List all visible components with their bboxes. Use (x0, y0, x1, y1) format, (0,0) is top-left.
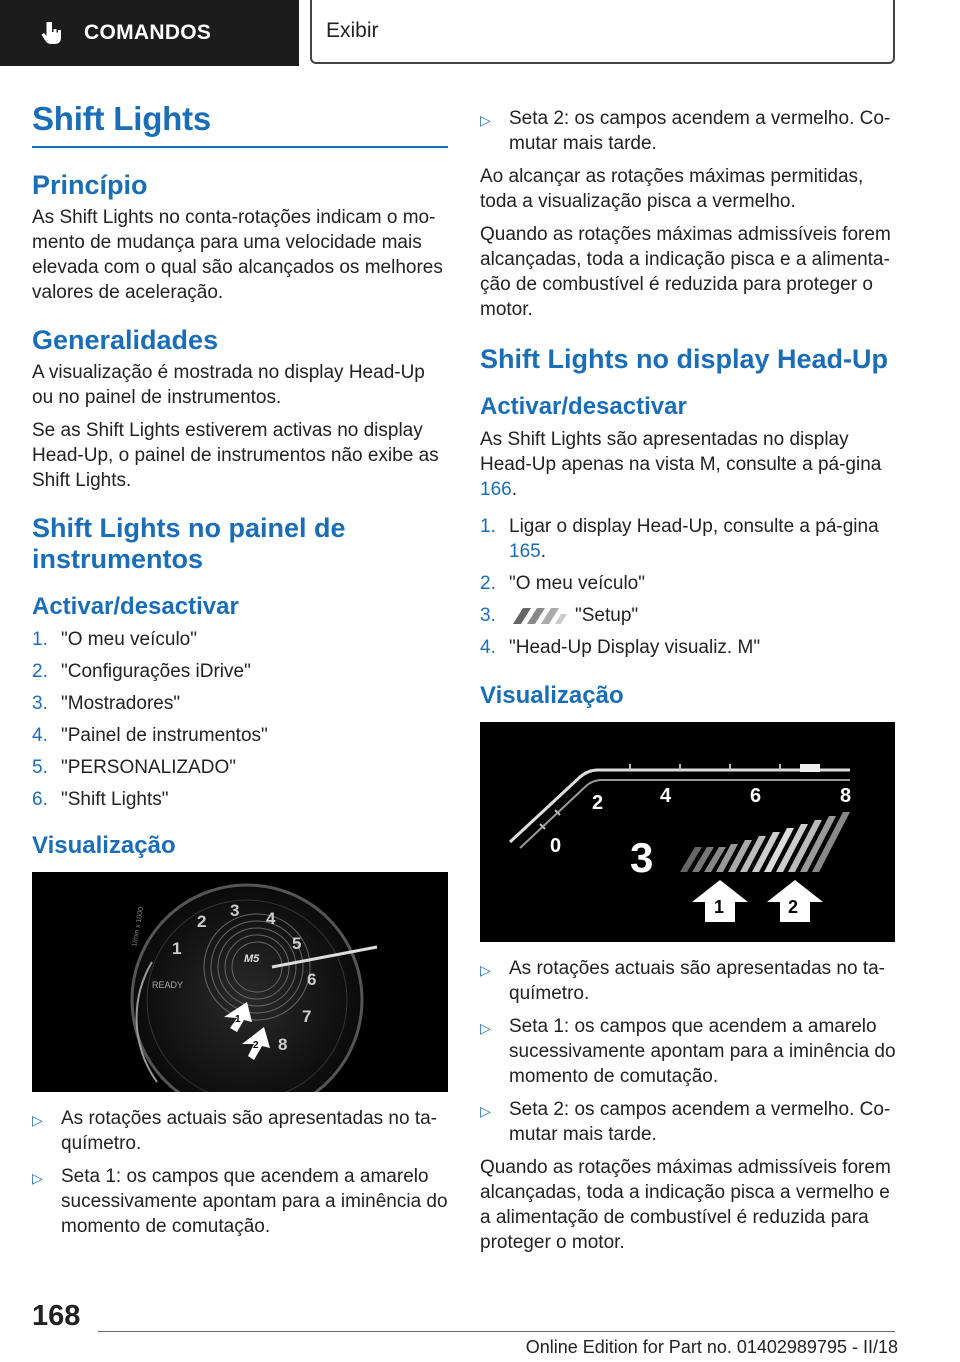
gauge-label: 3 (230, 901, 240, 920)
svg-text:1: 1 (714, 897, 725, 917)
triangle-bullet-icon: ▷ (480, 962, 491, 978)
principle-heading: Princípio (32, 170, 148, 200)
triangle-bullet-icon: ▷ (480, 112, 491, 128)
subsection-tab-view[interactable] (310, 0, 895, 64)
page-link-166[interactable]: 166 (480, 479, 512, 500)
gauge-unit-label: 1/min x 1000 (131, 906, 146, 948)
section-tab-commands[interactable] (0, 0, 299, 66)
list-item: ▷ As rotações actuais são apresentadas no ta-químetro. (480, 958, 886, 1004)
gauge-label: 8 (278, 1035, 288, 1054)
hud-graphic (480, 722, 895, 942)
list-item: 4. "Painel de instrumentos" (32, 725, 268, 746)
page-link-165[interactable]: 165 (509, 541, 541, 562)
closing-text: Quando as rotações máximas admissíveis forem alcançadas, toda a indicação pisca a vermelho e a alimentação de combustível é reduzida para proteger o motor. (480, 1157, 891, 1253)
m-badge: M5 (244, 953, 260, 965)
menu-steps-left (32, 627, 448, 812)
svg-text:2: 2 (253, 1040, 259, 1051)
list-item: ▷ Seta 1: os campos que acendem a amarelo sucessivamente apontam para a iminência do momento de comutação. (480, 1016, 896, 1087)
list-item: 3. "Setup" (480, 605, 639, 626)
footer-divider (98, 1331, 895, 1332)
list-item: 5. "PERSONALIZADO" (32, 757, 237, 778)
svg-text:2: 2 (788, 897, 799, 917)
general-text-2: Se as Shift Lights estiverem activas no display Head-Up, o painel de instrumentos não exibe as Shift Lights. (32, 420, 439, 491)
tachometer-graphic (32, 872, 448, 1092)
menu-steps-right (480, 514, 896, 660)
fuel-cut-text: Quando as rotações máximas admissíveis forem alcançadas, toda a indicação pisca e a alimenta-ção de combustível é reduzida para proteger o motor. (480, 224, 891, 320)
principle-text: As Shift Lights no conta-rotações indicam o mo-mento de mudança para uma velocidade mais elevada com o qual são alcançados os melhores valores de aceleração. (32, 207, 443, 303)
gauge-label: 4 (266, 909, 276, 928)
right-column (480, 100, 896, 1263)
list-item: 2. "Configurações iDrive" (32, 661, 251, 682)
page-number: 168 (32, 1300, 81, 1332)
section-tab-label: COMANDOS (84, 21, 212, 44)
hand-pointer-icon (38, 19, 66, 47)
triangle-bullet-icon: ▷ (32, 1170, 43, 1186)
list-item: ▷ As rotações actuais são apresentadas no ta-químetro. (32, 1108, 438, 1154)
hud-scale-label: 0 (550, 835, 562, 857)
display-heading-right: Visualização (480, 682, 624, 709)
general-heading: Generalidades (32, 325, 219, 355)
hud-gear-indicator: 3 (630, 834, 654, 881)
gauge-ready-label: READY (152, 980, 184, 990)
subsection-tab-label: Exibir (326, 19, 379, 42)
list-item: 2. "O meu veículo" (480, 573, 645, 594)
panel-heading: Shift Lights no painel de instrumentos (32, 513, 346, 574)
svg-text:1: 1 (235, 1014, 241, 1025)
list-item: 6. "Shift Lights" (32, 789, 169, 810)
activate-heading-right: Activar/desactivar (480, 393, 687, 420)
triangle-bullet-icon: ▷ (480, 1020, 491, 1036)
list-item: 1. "O meu veículo" (32, 629, 197, 650)
triangle-bullet-icon: ▷ (480, 1103, 491, 1119)
gauge-label: 1 (172, 939, 182, 958)
general-text-1: A visualização é mostrada no display Head-Up ou no painel de instrumentos. (32, 362, 425, 408)
hud-scale-label: 6 (750, 785, 762, 807)
gauge-label: 6 (307, 970, 317, 989)
page-title: Shift Lights (32, 100, 448, 148)
list-item: ▷ Seta 2: os campos acendem a vermelho. Co-mutar mais tarde. (480, 1099, 891, 1145)
m-stripes-icon (509, 608, 567, 624)
list-item: 1. Ligar o display Head-Up, consulte a pá-gina 165. (480, 516, 879, 562)
max-revs-text: Ao alcançar as rotações máximas permitidas, toda a visualização pisca a vermelho. (480, 166, 864, 212)
triangle-bullet-icon: ▷ (32, 1112, 43, 1128)
gauge-label: 2 (197, 912, 207, 931)
activate-heading-left: Activar/desactivar (32, 593, 239, 620)
bullet-list-left (32, 1106, 448, 1239)
hud-scale-label: 2 (592, 792, 604, 814)
hud-scale-label: 4 (660, 785, 672, 807)
bullet-list-top (480, 106, 896, 156)
bullet-list-right (480, 956, 896, 1147)
shift-light-stripes (680, 812, 850, 872)
gauge-label: 7 (302, 1007, 312, 1026)
list-item: ▷ Seta 2: os campos acendem a vermelho. Co-mutar mais tarde. (480, 108, 891, 154)
hud-scale-label: 8 (840, 785, 852, 807)
top-navigation (0, 0, 960, 66)
activate-text: As Shift Lights são apresentadas no display Head-Up apenas na vista M, consulte a pá-gina 166. (480, 429, 882, 500)
edition-text: Online Edition for Part no. 01402989795 - II/18 (525, 1337, 898, 1357)
hud-heading: Shift Lights no display Head-Up (480, 344, 889, 374)
list-item: ▷ Seta 1: os campos que acendem a amarelo sucessivamente apontam para a iminência do momento de comutação. (32, 1166, 448, 1237)
tachometer-illustration (32, 872, 448, 1092)
list-item: 3. "Mostradores" (32, 693, 181, 714)
list-item: 4. "Head-Up Display visualiz. M" (480, 637, 761, 658)
hud-illustration (480, 722, 895, 942)
left-column (32, 100, 448, 1247)
display-heading-left: Visualização (32, 832, 176, 859)
gauge-label: 5 (292, 934, 302, 953)
